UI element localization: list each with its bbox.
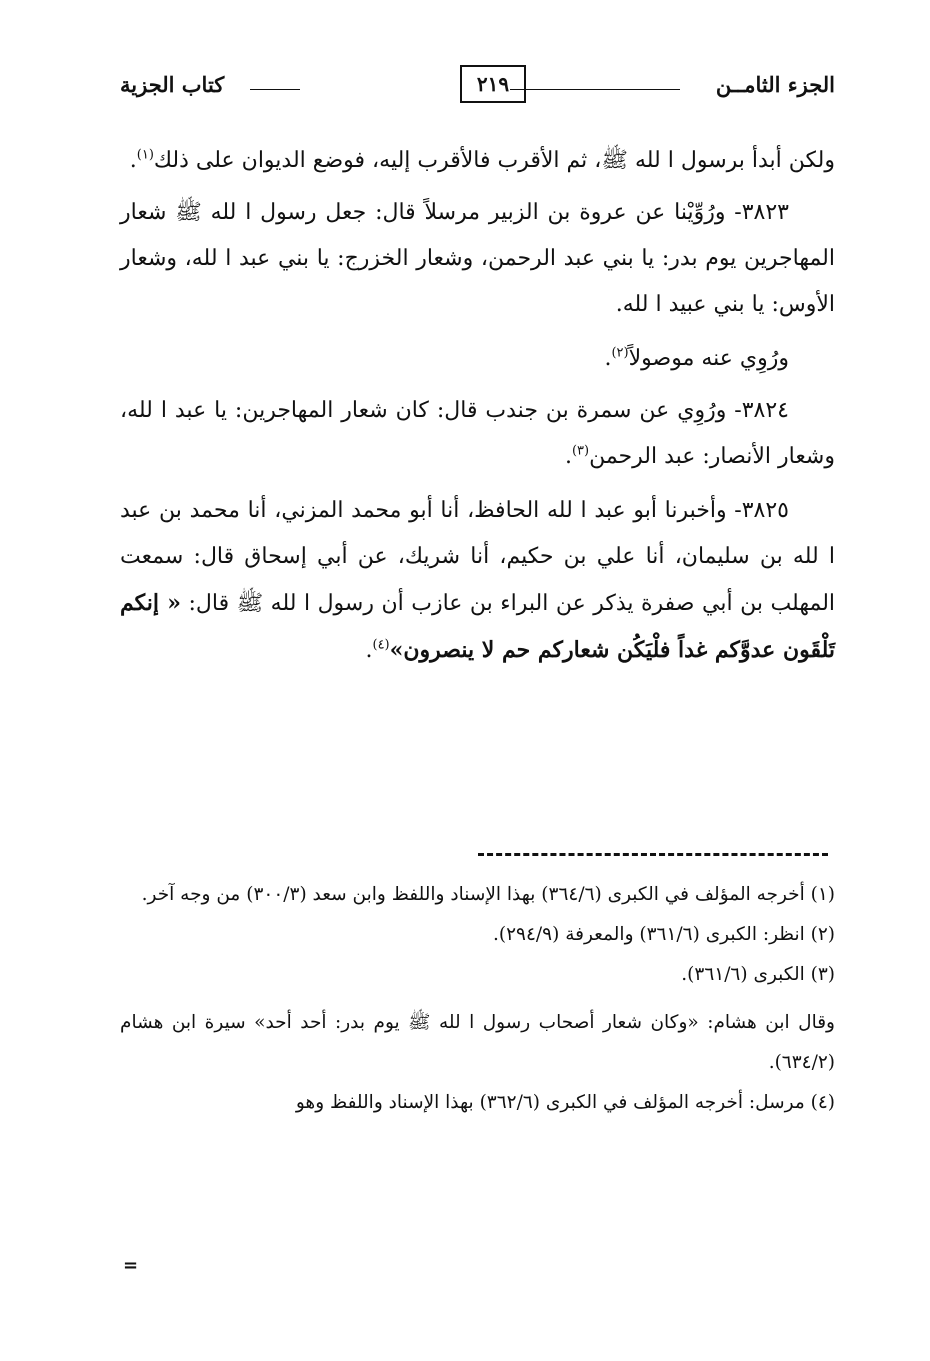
narration-note xyxy=(120,336,835,382)
prophetic-quote: « إنكم تَلْقَون عدوَّكم غداً فلْيَكُن شعاركم حم لا ينصرون» xyxy=(120,590,835,663)
paragraph-text: ولكن أبدأ برسول ا لله ﷺ، ثم الأقرب فالأقرب إليه، فوضع الديوان على ذلك xyxy=(153,148,835,173)
hadith-3825 xyxy=(120,488,835,674)
main-text xyxy=(120,138,835,682)
footnote-separator xyxy=(478,853,828,856)
hadith-3824 xyxy=(120,388,835,480)
footnote-2: (٢) انظر: الكبرى (٣٦١/٦) والمعرفة (٢٩٤/٩). xyxy=(493,924,835,945)
paragraph-end: . xyxy=(564,444,572,469)
paragraph-text: ورُوِي عنه موصولاً xyxy=(628,346,789,371)
footnote-3: (٣) الكبرى (٣٦١/٦). xyxy=(681,964,835,985)
footnote-ref-4: (٤) xyxy=(372,637,390,653)
paragraph-text: ٣٨٢٥- وأخبرنا أبو عبد ا لله الحافظ، أنا أبو محمد المزني، أنا محمد بن عبد ا لله بن سليمان، أنا علي بن حكيم، أنا شريك، عن أبي إسحاق قال: سمعت المهلب بن أبي صفرة يذكر عن البراء بن عازب أن رسول ا لله ﷺ قال: xyxy=(120,498,836,616)
footnote-3-extra: وقال ابن هشام: «وكان شعار أصحاب رسول ا لله ﷺ يوم بدر: أحد أحد» سيرة ابن هشام (٦٣٤/٢). xyxy=(120,1012,835,1073)
running-head-volume: الجزء الثامــن xyxy=(715,72,835,97)
footnotes xyxy=(120,875,835,1123)
continuation-mark: = xyxy=(123,1255,139,1276)
page-header xyxy=(120,62,835,110)
header-rule-right xyxy=(510,89,680,90)
header-rule-left xyxy=(250,89,300,90)
paragraph-text: ٣٨٢٤- ورُوِي عن سمرة بن جندب قال: كان شعار المهاجرين: يا عبد ا لله، وشعار الأنصار: عبد الرحمن xyxy=(120,398,835,469)
hadith-3823 xyxy=(120,190,835,328)
paragraph-end: . xyxy=(129,148,137,173)
footnote-1: (١) أخرجه المؤلف في الكبرى (٣٦٤/٦) بهذا الإسناد واللفظ وابن سعد (٣٠٠/٣) من وجه آخر. xyxy=(141,884,835,905)
footnote-4: (٤) مرسل: أخرجه المؤلف في الكبرى (٣٦٢/٦) بهذا الإسناد واللفظ وهو xyxy=(295,1092,835,1113)
paragraph-text: ٣٨٢٣- ورُوِّيْنا عن عروة بن الزبير مرسلاً قال: جعل رسول ا لله ﷺ شعار المهاجرين يوم بدر: يا بني عبد الرحمن، وشعار الخزرج: يا بني عبد ا لله، وشعار الأوس: يا بني عبيد ا لله. xyxy=(120,200,835,317)
footnote-ref-2: (٢) xyxy=(611,345,629,361)
paragraph-end: . xyxy=(604,346,612,371)
page-number: ٢١٩ xyxy=(460,65,526,103)
footnote-ref-1: (١) xyxy=(136,147,154,163)
paragraph-end: . xyxy=(365,638,373,663)
paragraph-continuation xyxy=(120,138,835,184)
footnote-ref-3: (٣) xyxy=(571,443,590,459)
running-head-book: كتاب الجزية xyxy=(120,72,225,97)
